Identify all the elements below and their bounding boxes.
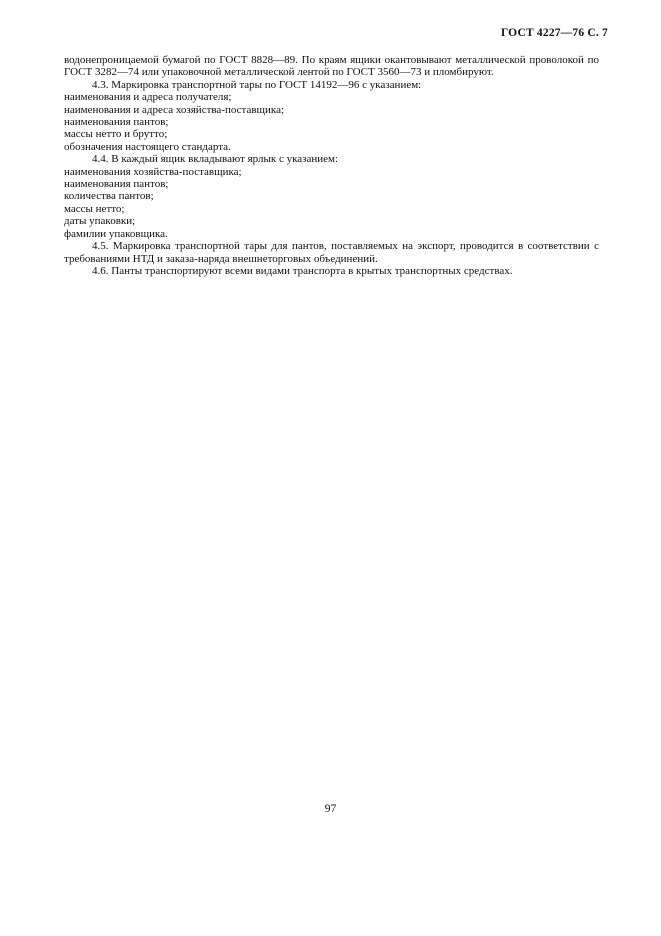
clause-4-6: 4.6. Панты транспортируют всеми видами транспорта в крытых транспортных средствах. bbox=[92, 264, 513, 277]
list-item: наименования пантов; bbox=[64, 116, 169, 129]
page-number: 97 bbox=[324, 803, 337, 815]
document-body bbox=[64, 54, 599, 277]
list-item: наименования хозяйства-поставщика; bbox=[64, 165, 242, 178]
list-item: массы нетто и брутто; bbox=[64, 128, 168, 141]
clause-4-4: 4.4. В каждый ящик вкладывают ярлык с указанием: bbox=[92, 153, 339, 166]
list-item: количества пантов; bbox=[64, 190, 154, 203]
document-header: ГОСТ 4227—76 С. 7 bbox=[500, 27, 608, 39]
list-item: наименования и адреса получателя; bbox=[64, 91, 232, 104]
list-item: обозначения настоящего стандарта. bbox=[64, 140, 231, 153]
list-item: массы нетто; bbox=[64, 202, 125, 215]
paragraph-continuation: водонепроницаемой бумагой по ГОСТ 8828—89. По краям ящики окантовывают металлической проволокой по ГОСТ 3282—74 или упаковочной металлической лентой по ГОСТ 3560—73 и пломбируют. bbox=[64, 54, 599, 79]
list-item: даты упаковки; bbox=[64, 215, 136, 228]
list-item: фамилии упаковщика. bbox=[64, 227, 168, 240]
list-item: наименования и адреса хозяйства-поставщика; bbox=[64, 103, 285, 116]
clause-4-3: 4.3. Маркировка транспортной тары по ГОСТ 14192—96 с указанием: bbox=[92, 78, 422, 91]
clause-4-5: 4.5. Маркировка транспортной тары для пантов, поставляемых на экспорт, проводится в соответствии с требованиями НТД и заказа-наряда внешнеторговых объединений. bbox=[64, 240, 599, 265]
list-item: наименования пантов; bbox=[64, 178, 169, 191]
